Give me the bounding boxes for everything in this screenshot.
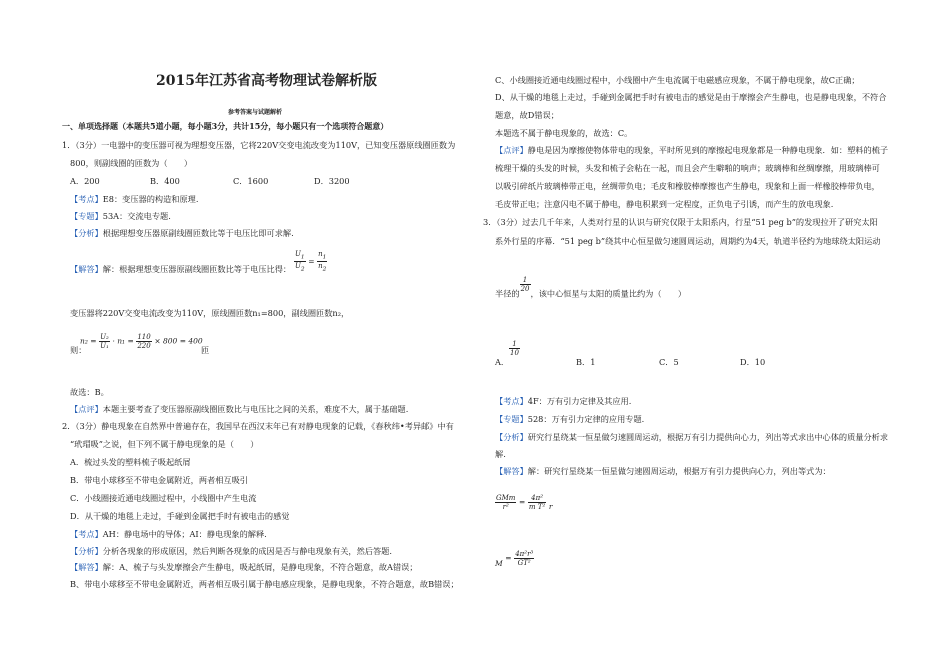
q3-equation-mass: M = $\frac{\text{4π²r³}}{\text{GT²}}$	[495, 550, 534, 568]
q1-fenxi: 【分析】根据理想变压器原副线圈匝数比等于电压比即可求解.	[70, 228, 294, 238]
q2-stem-line2: “玳瑁吸”之说，但下列不属于静电现象的是（ ）	[70, 439, 259, 449]
q2-kaodian: 【考点】AH：静电场中的导体；AI：静电现象的解释.	[70, 529, 267, 539]
q2-solution-d1: D、从干燥的地毯上走过，手碰到金属把手时有被电击的感觉是由于摩擦会产生静电，也是静电现象，不符合	[495, 92, 887, 102]
q3-kaodian: 【考点】4F：万有引力定律及其应用.	[495, 396, 632, 406]
subtitle: 参考答案与试题解析	[228, 109, 283, 116]
q1-stem-line1: 1．（3分）一电器中的变压器可视为理想变压器，它将220V交变电流改变为110V，已知变压器原线圈匝数为	[62, 140, 456, 150]
q2-dianping-line4: 毛皮带正电；注意闪电不属于静电，静电积累到一定程度，正负电子引诱，而产生的放电现象.	[495, 199, 834, 209]
q2-option-a: A．梳过头发的塑料梳子吸起纸屑	[70, 457, 191, 467]
q1-option-b: B．400	[150, 176, 180, 186]
q1-unit: 匝	[201, 345, 210, 355]
q1-formula-n2: n₂ = $\frac{\text{U₂}}{\text{U₁}}$ · n₁ = $\frac{110}{220}$ × 800 = 400	[80, 333, 203, 350]
q2-dianping-line2: 梳理干燥的头发的时候，头发和梳子会粘在一起，而且会产生噼啪的响声；玻璃棒和丝绸摩擦，用玻璃棒可	[495, 163, 880, 173]
q3-option-a: A．	[495, 357, 510, 367]
q1-ze: 则：	[70, 345, 87, 355]
q3-stem-line3: 半径的 $\frac{1}{20}$ ，该中心恒星与太阳的质量比约为（ ）	[495, 276, 687, 299]
q2-stem-line1: 2．（3分）静电现象在自然界中普遍存在，我国早在西汉末年已有对静电现象的记载，《春秋纬•考异邮》中有	[62, 421, 454, 431]
q3-option-d: D．10	[740, 357, 766, 367]
q3-fenxi: 【分析】研究行星绕某一恒星做匀速圆周运动，根据万有引力提供向心力，列出等式求出中心体的质量分析求	[495, 432, 889, 442]
q2-dianping-line3: 以吸引碎纸片玻璃棒带正电，丝绸带负电；毛皮和橡胶棒摩擦也产生静电，现象和上面一样橡胶棒带负电，	[495, 181, 880, 191]
q1-kaodian: 【考点】E8：变压器的构造和原理.	[70, 194, 199, 204]
q3-option-b: B．1	[576, 357, 596, 367]
q3-fenxi-line2: 解.	[495, 449, 506, 459]
q1-option-d: D．3200	[314, 176, 350, 186]
q2-option-d: D．从干燥的地毯上走过，手碰到金属把手时有被电击的感觉	[70, 511, 290, 521]
q2-solution-d2: 题意，故D错误；	[495, 110, 559, 120]
q3-option-a-frac: $\frac{1}{10}$	[510, 340, 519, 357]
q3-option-c: C．5	[659, 357, 679, 367]
q1-formula-ratio: $\frac{U_1}{U_2}$ = $\frac{n_1}{n_2}$	[295, 250, 327, 273]
q2-solution-c: C、小线圈接近通电线圈过程中，小线圈中产生电流属于电磁感应现象，不属于静电现象，故C正确；	[495, 75, 860, 85]
q1-option-c: C．1600	[233, 176, 269, 186]
q1-answer: 故选：B。	[70, 387, 109, 397]
q3-jieda: 【解答】解：研究行星绕某一恒星做匀速圆周运动，根据万有引力提供向心力，列出等式为：	[495, 466, 831, 476]
q2-jieda: 【解答】解：A、梳子与头发摩擦会产生静电，吸起纸屑，是静电现象，不符合题意，故A错误；	[70, 562, 418, 572]
q1-zhuanti: 【专题】53A：交流电专题.	[70, 211, 171, 221]
q2-option-c: C．小线圈接近通电线圈过程中，小线圈中产生电流	[70, 493, 257, 503]
q2-option-b: B．带电小球移至不带电金属附近，两者相互吸引	[70, 475, 248, 485]
q2-jieda-line2: B、带电小球移至不带电金属附近，两者相互吸引属于静电感应现象，是静电现象，不符合题意，故B错误；	[70, 579, 459, 589]
page-title: 2015年江苏省高考物理试卷解析版	[156, 73, 377, 89]
q1-jieda: 【解答】解：根据理想变压器原副线圈匝数比等于电压比得：	[70, 264, 292, 274]
q1-option-a: A．200	[70, 176, 100, 186]
q3-zhuanti: 【专题】528：万有引力定律的应用专题.	[495, 414, 645, 424]
q2-conclusion: 本题选不属于静电现象的，故选：C。	[495, 128, 633, 138]
q1-stem-line2: 800，则副线圈的匝数为（ ）	[70, 158, 193, 168]
q2-fenxi: 【分析】分析各现象的形成原因，然后判断各现象的成因是否与静电现象有关，然后答题.	[70, 546, 392, 556]
q3-equation-gravity: $\frac{\text{GMm}}{\text{r²}}$ = $\frac{\text{4π²}}{\text{m T²}}$ r	[496, 494, 553, 511]
q1-dianping: 【点评】本题主要考查了变压器原副线圈匝数比与电压比之间的关系，难度不大，属于基础题.	[70, 404, 409, 414]
q3-stem-line2: 系外行星的序幕．“51 peg b”绕其中心恒星做匀速圆周运动，周期约为4天，轨道半径约为地球绕太阳运动	[495, 236, 881, 246]
q1-change-line: 变压器将220V交变电流改变为110V，原线圈匝数n₁=800，副线圈匝数n₂，	[70, 308, 350, 318]
section-heading: 一、单项选择题（本题共5道小题，每小题3分，共计15分，每小题只有一个选项符合题意）	[62, 121, 389, 131]
q3-stem-line1: 3．（3分）过去几千年来，人类对行星的认识与研究仅限于太阳系内，行星“51 peg b”的发现拉开了研究太阳	[483, 217, 878, 227]
q2-dianping: 【点评】静电是因为摩擦使物体带电的现象，平时所见到的摩擦起电现象都是一种静电现象．如：塑料的梳子	[495, 145, 889, 155]
